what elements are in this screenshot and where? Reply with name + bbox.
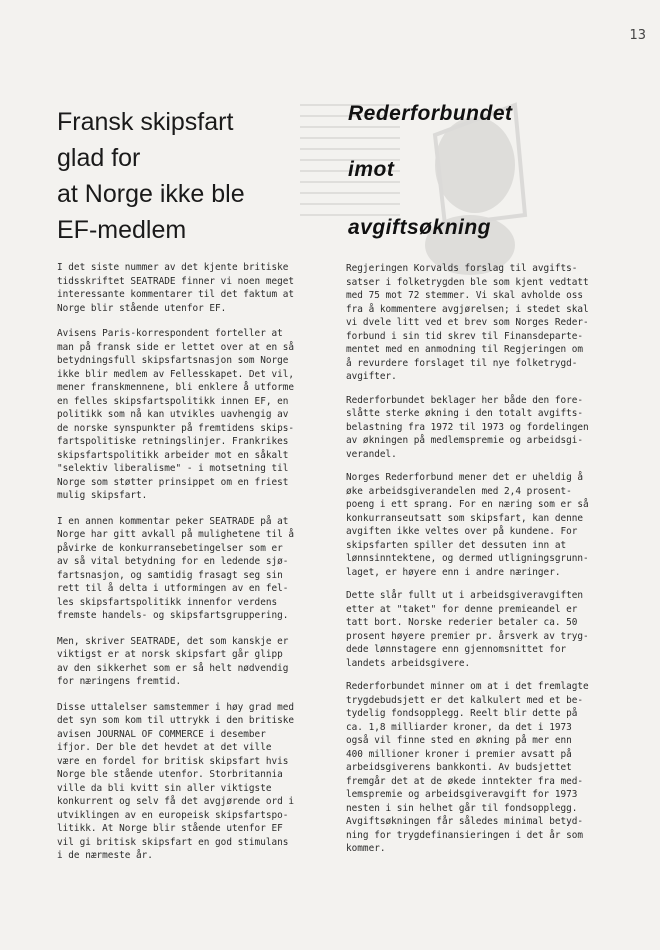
paragraph: Avisens Paris-korrespondent forteller at man på fransk side er lettet over at en så betydningsfull skipsfartsnasjon som Norge ikke blir medlem av Fellesskapet. Det vil, mener franskmennene, bli enklere å utforme en felles skipsfartspolitikk innen EF, en politikk som nå kan utvikles uavhengig av de norske synspunkter på fremtidens skips- fartspolitiske retningslinjer. Frankrikes skipsfartspolitikk arbeider mot en såkalt "selektiv liberalisme" - i motsetning til Norge som støtter prinsippet om en friest mulig skipsfart.: [57, 328, 295, 501]
paragraph: I det siste nummer av det kjente britiske tidsskriftet SEATRADE finner vi noen meget interessante kommentarer til det faktum at Norge blir stående utenfor EF.: [57, 262, 295, 314]
title-line: at Norge ikke ble: [57, 180, 245, 208]
paragraph: Dette slår fullt ut i arbeidsgiveravgiften etter at "taket" for denne premieandel er tatt bort. Norske rederier betaler ca. 50 prosent høyere premier pr. årsverk av tryg- dede lønnstagere enn gjennomsnittet for landets arbeidsgivere.: [346, 590, 589, 669]
paragraph: Rederforbundet beklager her både den fore- slåtte sterke økning i den totalt avgifts- belastning fra 1972 til 1973 og fordelingen av økningen på medlemspremie og arbeidsgi- verandel.: [346, 394, 589, 460]
paragraph: Rederforbundet minner om at i det fremlagte trygdebudsjett er det kalkulert med et be- tydelig fondsopplegg. Reelt blir dette på ca. 1,8 milliarder kroner, da det i 1973 også vil finne sted en økning på mer enn 400 millioner kroner i premier avsatt på arbeidsgiverens bankkonti. Av budsjettet fremgår det at de økede inntekter fra med- lemspremie og arbeidsgiveravgift for 1973 nesten i sin helhet går til fondsopplegg. Avgiftsøkningen får således minimal betyd- ning for trygdefinansieringen i det år som kommer.: [346, 681, 589, 854]
article-right-title: [348, 100, 628, 250]
paragraph: Regjeringen Korvalds forslag til avgifts- satser i folketrygden ble som kjent vedtatt med 75 mot 72 stemmer. Vi skal avholde oss fra å kommentere avgjørelsen; i stedet skal vi dvele litt ved et brev som Norges Reder- forbund i sin tid skrev til Finansdeparte- mentet med en anmodning til Regjeringen om å revurdere forslaget til nye folketrygd- avgifter.: [346, 263, 589, 382]
title-line: EF-medlem: [57, 216, 187, 244]
paragraph: Norges Rederforbund mener det er uheldig å øke arbeidsgiverandelen med 2,4 prosent- poeng i ett sprang. For en næring som er så konkurranseutsatt som skipsfart, kan denne avgiften ikke veltes over på kundene. For skipsfarten spiller det dessuten inn at lønnsinntektene, og dermed utligningsgrunn- laget, er høyere enn i andre næringer.: [346, 472, 589, 578]
title-line: avgiftsøkning: [348, 216, 492, 239]
paragraph: Men, skriver SEATRADE, det som kanskje er viktigst er at norsk skipsfart går glipp av den sikkerhet som er så helt nødvendig for næringens fremtid.: [57, 635, 289, 687]
paragraph: Disse uttalelser samstemmer i høy grad med det syn som kom til uttrykk i den britiske avisen JOURNAL OF COMMERCE i desember ifjor. Der ble det hevdet at det ville være en fordel for britisk skipsfart hvis Norge ble stående utenfor. Storbritannia ville da bli kvitt sin aller viktigste konkurrent og selv få det avgjørende ord i utviklingen av en europeisk skipsfartspo- litikk. At Norge blir stående utenfor EF vil gi britisk skipsfart en god stimulans i de nærmeste år.: [57, 701, 295, 861]
title-line: Rederforbundet: [348, 102, 513, 125]
paragraph: I en annen kommentar peker SEATRADE på at Norge har gitt avkall på mulighetene til å påvirke de konkurransebetingelser som er av så vital betydning for en ledende sjø- fartsnasjon, og samtidig frasagt seg sin rett til å delta i utformingen av en fel- les skipsfartspolitikk innenfor verdens fremste handels- og skipsfartsgruppering.: [57, 515, 295, 621]
article-right: [346, 100, 628, 866]
article-left-title: [57, 104, 335, 248]
title-line: Fransk skipsfart: [57, 108, 234, 136]
title-line: imot: [348, 158, 395, 181]
page-number: 13: [629, 28, 646, 43]
title-line: glad for: [57, 144, 141, 172]
article-left: [57, 100, 335, 875]
